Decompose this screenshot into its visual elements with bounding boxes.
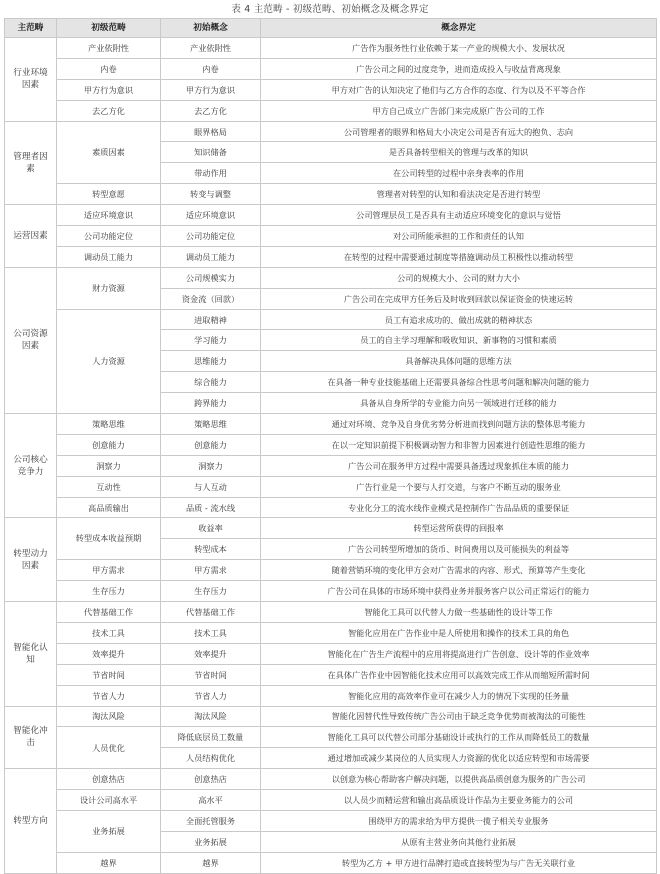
initial-concept-cell: 公司规模实力 [161, 267, 261, 288]
initial-concept-cell: 进取精神 [161, 309, 261, 330]
header-row [5, 19, 657, 38]
primary-category-cell: 效率提升 [57, 643, 161, 664]
primary-category-cell: 创意能力 [57, 434, 161, 455]
table-row [5, 706, 657, 727]
table-row [5, 434, 657, 455]
main-category-cell: 转型方向 [5, 769, 57, 873]
primary-category-cell: 设计公司高水平 [57, 790, 161, 811]
table-row [5, 309, 657, 330]
primary-category-cell: 产业依附性 [57, 38, 161, 59]
definition-cell: 广告公司在服务甲方过程中需要具备透过现象抓住本质的能力 [261, 455, 657, 476]
main-category-cell: 管理者因素 [5, 121, 57, 205]
table-body [5, 38, 657, 874]
definition-cell: 智能化工具可以代替公司部分基础设计或执行的工作从而降低员工的数量 [261, 727, 657, 748]
table-row [5, 58, 657, 79]
table-row [5, 685, 657, 706]
definition-cell: 甲方对广告的认知决定了他们与乙方合作的态度、行为以及不平等合作 [261, 79, 657, 100]
table-row [5, 184, 657, 205]
initial-concept-cell: 眼界格局 [161, 121, 261, 142]
main-category-cell: 运营因素 [5, 205, 57, 268]
initial-concept-cell: 洞察力 [161, 455, 261, 476]
header-initial-concept: 初始概念 [161, 19, 261, 38]
primary-category-cell: 生存压力 [57, 581, 161, 602]
initial-concept-cell: 技术工具 [161, 622, 261, 643]
definition-cell: 专业化分工的流水线作业模式是控制作广告品品质的重要保证 [261, 497, 657, 518]
definition-cell: 具备从自身所学的专业能力向另一领域进行迁移的能力 [261, 393, 657, 414]
initial-concept-cell: 资金流（回款） [161, 288, 261, 309]
primary-category-cell: 人员优化 [57, 727, 161, 769]
initial-concept-cell: 与人互动 [161, 476, 261, 497]
initial-concept-cell: 思维能力 [161, 351, 261, 372]
primary-category-cell: 转型意愿 [57, 184, 161, 205]
initial-concept-cell: 转型成本 [161, 539, 261, 560]
primary-category-cell: 素质因素 [57, 121, 161, 184]
table-row [5, 226, 657, 247]
primary-category-cell: 越界 [57, 852, 161, 873]
primary-category-cell: 公司功能定位 [57, 226, 161, 247]
definition-cell: 广告行业是一个要与人打交道，与客户不断互动的服务业 [261, 476, 657, 497]
table-row [5, 205, 657, 226]
initial-concept-cell: 甲方需求 [161, 560, 261, 581]
initial-concept-cell: 跨界能力 [161, 393, 261, 414]
primary-category-cell: 节省人力 [57, 685, 161, 706]
initial-concept-cell: 淘汰风险 [161, 706, 261, 727]
initial-concept-cell: 全面托管服务 [161, 810, 261, 831]
definition-cell: 公司管理层员工是否具有主动适应环境变化的意识与觉悟 [261, 205, 657, 226]
initial-concept-cell: 高水平 [161, 790, 261, 811]
table-row [5, 790, 657, 811]
definition-cell: 是否具备转型相关的管理与改革的知识 [261, 142, 657, 163]
table-row [5, 643, 657, 664]
definition-cell: 智能化应用在广告作业中是人所使用和操作的技术工具的角色 [261, 622, 657, 643]
initial-concept-cell: 节省时间 [161, 664, 261, 685]
definition-cell: 通过对环境、竞争及自身优劣势分析进而找到问题方法的整体思考能力 [261, 414, 657, 435]
table-row [5, 852, 657, 873]
initial-concept-cell: 学习能力 [161, 330, 261, 351]
definition-cell: 以人员少而精运营和输出高品质设计作品为主要业务能力的公司 [261, 790, 657, 811]
primary-category-cell: 创意热店 [57, 769, 161, 790]
table-row [5, 121, 657, 142]
category-table [4, 18, 657, 874]
definition-cell: 公司管理者的眼界和格局大小决定公司是否有远大的抱负、志向 [261, 121, 657, 142]
initial-concept-cell: 综合能力 [161, 372, 261, 393]
definition-cell: 对公司所能承担的工作和责任的认知 [261, 226, 657, 247]
primary-category-cell: 技术工具 [57, 622, 161, 643]
initial-concept-cell: 降低底层员工数量 [161, 727, 261, 748]
definition-cell: 智能化因替代性导致传统广告公司由于缺乏竞争优势而被淘汰的可能性 [261, 706, 657, 727]
header-primary-category: 初级范畴 [57, 19, 161, 38]
primary-category-cell: 互动性 [57, 476, 161, 497]
initial-concept-cell: 生存压力 [161, 581, 261, 602]
initial-concept-cell: 去乙方化 [161, 100, 261, 121]
definition-cell: 具备解决具体问题的思维方法 [261, 351, 657, 372]
definition-cell: 广告公司转型所增加的货币、时间费用以及可能损失的利益等 [261, 539, 657, 560]
initial-concept-cell: 代替基础工作 [161, 602, 261, 623]
definition-cell: 在具体广告作业中因智能化技术应用可以高效完成工作从而缩短所需时间 [261, 664, 657, 685]
header-definition: 概念界定 [261, 19, 657, 38]
initial-concept-cell: 创意热店 [161, 769, 261, 790]
definition-cell: 智能化应用的高效率作业可在减少人力的情况下实现的任务量 [261, 685, 657, 706]
table-row [5, 497, 657, 518]
definition-cell: 以创意为核心帮助客户解决问题，以提供高品质创意为服务的广告公司 [261, 769, 657, 790]
table-row [5, 267, 657, 288]
table-row [5, 664, 657, 685]
initial-concept-cell: 适应环境意识 [161, 205, 261, 226]
definition-cell: 在公司转型的过程中亲身表率的作用 [261, 163, 657, 184]
primary-category-cell: 甲方行为意识 [57, 79, 161, 100]
table-row [5, 100, 657, 121]
initial-concept-cell: 转变与调整 [161, 184, 261, 205]
primary-category-cell: 节省时间 [57, 664, 161, 685]
definition-cell: 智能化工具可以代替人力做一些基础性的设计等工作 [261, 602, 657, 623]
primary-category-cell: 财力资源 [57, 267, 161, 309]
definition-cell: 转型运营所获得的回报率 [261, 518, 657, 539]
definition-cell: 在转型的过程中需要通过制度等措施调动员工积极性以推动转型 [261, 246, 657, 267]
table-row [5, 769, 657, 790]
table-row [5, 581, 657, 602]
primary-category-cell: 业务拓展 [57, 810, 161, 852]
definition-cell: 管理者对转型的认知和看法决定是否进行转型 [261, 184, 657, 205]
primary-category-cell: 高品质输出 [57, 497, 161, 518]
definition-cell: 广告公司在完成甲方任务后及时收到回款以保证资金的快速运转 [261, 288, 657, 309]
table-caption: 表 4 主范畴 - 初级范畴、初始概念及概念界定 [231, 4, 429, 15]
initial-concept-cell: 收益率 [161, 518, 261, 539]
definition-cell: 智能化在广告生产流程中的应用将提高进行广告创意、设计等的作业效率 [261, 643, 657, 664]
table-row [5, 414, 657, 435]
definition-cell: 通过增加或减少某岗位的人员实现人力资源的优化以适应转型和市场需要 [261, 748, 657, 769]
table-row [5, 455, 657, 476]
definition-cell: 员工有追求成功的、做出成就的精神状态 [261, 309, 657, 330]
primary-category-cell: 洞察力 [57, 455, 161, 476]
table-row [5, 560, 657, 581]
primary-category-cell: 调动员工能力 [57, 246, 161, 267]
initial-concept-cell: 越界 [161, 852, 261, 873]
definition-cell: 甲方自己成立广告部门来完成原广告公司的工作 [261, 100, 657, 121]
primary-category-cell: 人力资源 [57, 309, 161, 413]
table-row [5, 810, 657, 831]
definition-cell: 广告公司在具体的市场环境中获得业务并服务客户以公司正常运行的能力 [261, 581, 657, 602]
initial-concept-cell: 公司功能定位 [161, 226, 261, 247]
initial-concept-cell: 内卷 [161, 58, 261, 79]
main-category-cell: 智能化认知 [5, 602, 57, 706]
initial-concept-cell: 带动作用 [161, 163, 261, 184]
initial-concept-cell: 策略思维 [161, 414, 261, 435]
primary-category-cell: 转型成本收益预期 [57, 518, 161, 560]
table-row [5, 38, 657, 59]
primary-category-cell: 甲方需求 [57, 560, 161, 581]
table-row [5, 518, 657, 539]
initial-concept-cell: 知识储备 [161, 142, 261, 163]
header-main-category: 主范畴 [5, 19, 57, 38]
table-row [5, 622, 657, 643]
table-row [5, 79, 657, 100]
primary-category-cell: 去乙方化 [57, 100, 161, 121]
definition-cell: 在以一定知识前提下积极调动智力和非智力因素进行创造性思维的能力 [261, 434, 657, 455]
definition-cell: 从原有主营业务向其他行业拓展 [261, 831, 657, 852]
main-category-cell: 公司资源因素 [5, 267, 57, 413]
initial-concept-cell: 效率提升 [161, 643, 261, 664]
initial-concept-cell: 品质 - 流水线 [161, 497, 261, 518]
definition-cell: 公司的规模大小、公司的财力大小 [261, 267, 657, 288]
initial-concept-cell: 甲方行为意识 [161, 79, 261, 100]
table-row [5, 727, 657, 748]
main-category-cell: 行业环境因素 [5, 38, 57, 122]
initial-concept-cell: 人员结构优化 [161, 748, 261, 769]
main-category-cell: 公司核心竞争力 [5, 414, 57, 518]
definition-cell: 广告公司之间的过度竞争，进而造成投入与收益背离现象 [261, 58, 657, 79]
main-category-cell: 智能化冲击 [5, 706, 57, 769]
primary-category-cell: 内卷 [57, 58, 161, 79]
table-row [5, 602, 657, 623]
primary-category-cell: 适应环境意识 [57, 205, 161, 226]
definition-cell: 随着营销环境的变化甲方会对广告需求的内容、形式、预算等产生变化 [261, 560, 657, 581]
initial-concept-cell: 业务拓展 [161, 831, 261, 852]
definition-cell: 围绕甲方的需求给为甲方提供一揽子相关专业服务 [261, 810, 657, 831]
initial-concept-cell: 调动员工能力 [161, 246, 261, 267]
initial-concept-cell: 产业依附性 [161, 38, 261, 59]
definition-cell: 广告作为服务性行业依赖于某一产业的规模大小、发展状况 [261, 38, 657, 59]
main-category-cell: 转型动力因素 [5, 518, 57, 602]
definition-cell: 员工的自主学习理解和吸收知识、新事物的习惯和素质 [261, 330, 657, 351]
definition-cell: 转型为乙方 + 甲方进行品牌打造或直接转型为与广告无关联行业 [261, 852, 657, 873]
table-row [5, 246, 657, 267]
initial-concept-cell: 创意能力 [161, 434, 261, 455]
definition-cell: 在具备一种专业技能基础上还需要具备综合性思考问题和解决问题的能力 [261, 372, 657, 393]
table-row [5, 476, 657, 497]
primary-category-cell: 策略思维 [57, 414, 161, 435]
primary-category-cell: 淘汰风险 [57, 706, 161, 727]
initial-concept-cell: 节省人力 [161, 685, 261, 706]
primary-category-cell: 代替基础工作 [57, 602, 161, 623]
